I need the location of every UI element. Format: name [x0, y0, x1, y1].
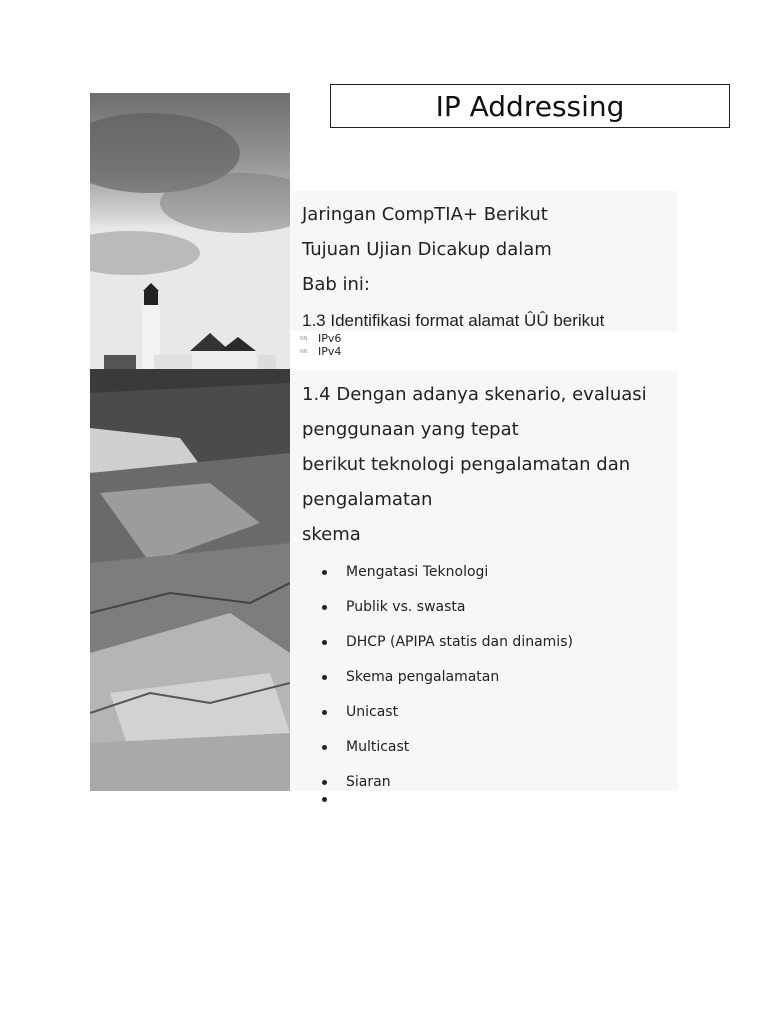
objective-1-4-line-2: penggunaan yang tepat — [302, 419, 519, 440]
bullet-dot — [322, 780, 327, 785]
bullet-dot — [322, 675, 327, 680]
page-title: IP Addressing — [435, 89, 625, 123]
bullet-dot — [322, 745, 327, 750]
objective-1-3-item-ipv6: NN IPv6 — [300, 332, 342, 345]
objective-1-4-line-4: pengalamatan — [302, 489, 433, 510]
objective-1-3: 1.3 Identifikasi format alamat ÛÛ berikut — [302, 311, 605, 330]
objective-1-3-item-ipv4: NN IPv4 — [300, 345, 342, 358]
objective-1-4-line-5: skema — [302, 524, 361, 545]
sub-bullet-marker: NN — [300, 335, 308, 342]
bullet-dot — [322, 605, 327, 610]
bullet-dot — [322, 797, 327, 802]
bullet-dot — [322, 640, 327, 645]
bullet-dot — [322, 570, 327, 575]
lighthouse-photo — [90, 93, 290, 791]
intro-line-1: Jaringan CompTIA+ Berikut — [302, 204, 548, 225]
bullet-dot — [322, 710, 327, 715]
title-box — [330, 84, 730, 128]
intro-line-2: Tujuan Ujian Dicakup dalam — [302, 239, 552, 260]
intro-line-3: Bab ini: — [302, 274, 371, 295]
objective-1-4-line-3: berikut teknologi pengalamatan dan — [302, 454, 631, 475]
sub-bullet-marker: NN — [300, 348, 308, 355]
objective-1-4-line-1: 1.4 Dengan adanya skenario, evaluasi — [302, 384, 647, 405]
